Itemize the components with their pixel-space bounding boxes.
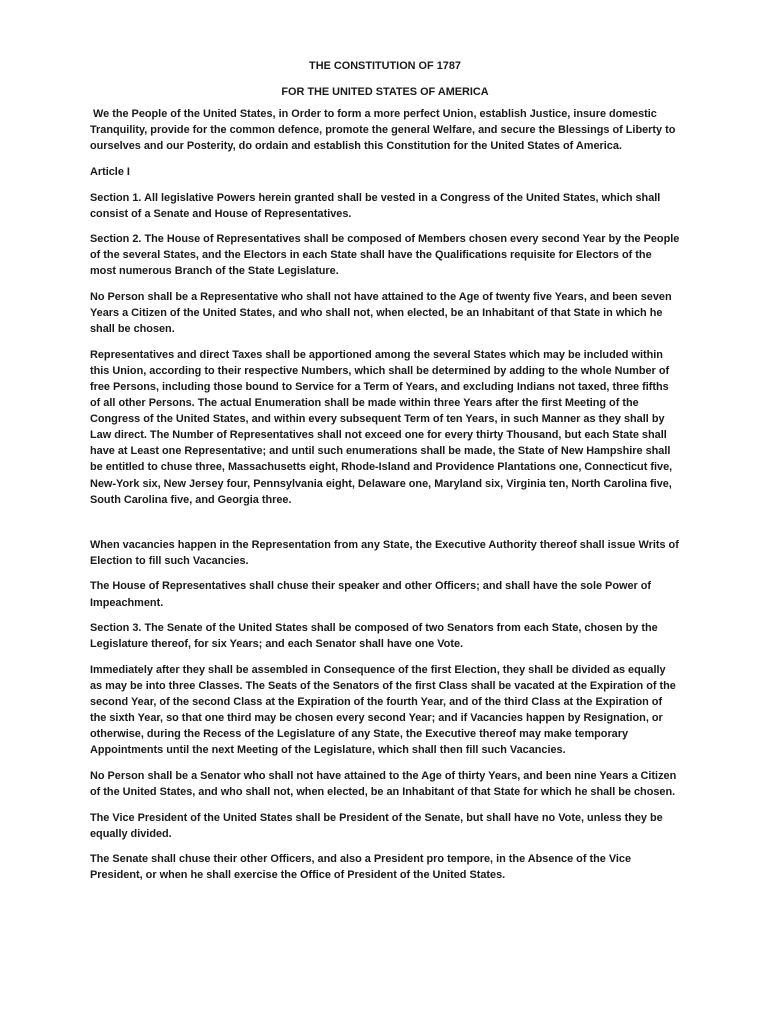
document-page [90,58,680,893]
paragraph-representative-qualifications: No Person shall be a Representative who shall not have attained to the Age of twenty five Years, and been seven Years a Citizen of the United States, and who shall not, when elected, be an Inhabitant of that State in which he shall be chosen. [90,291,672,336]
paragraph-senate-officers: The Senate shall chuse their other Officers, and also a President pro tempore, in the Absence of the Vice President, or when he shall exercise the Office of President of the United States. [90,853,632,882]
section-1 [90,190,680,222]
paragraph-senator-qualifications: No Person shall be a Senator who shall not have attained to the Age of thirty Years, and been nine Years a Citizen of the United States, and who shall not, when elected, be an Inhabitant of that State for which he shall be chosen. [90,769,677,798]
section-1-text: All legislative Powers herein granted shall be vested in a Congress of the United States, which shall consist of a Senate and House of Representatives. [90,191,661,220]
paragraph-speaker: The House of Representatives shall chuse their speaker and other Officers; and shall have the sole Power of Impeachment. [90,580,652,609]
paragraph-vacancies: When vacancies happen in the Representation from any State, the Executive Authority thereof shall issue Writs of Election to fill such Vacancies. [90,538,679,567]
section-3 [90,620,680,652]
section-2-text: The House of Representatives shall be composed of Members chosen every second Year by the People of the several States, and the Electors in each State shall have the Qualifications requisite for Electors of the most numerous Branch of the State Legislature. [90,233,680,278]
section-2 [90,231,680,279]
section-3-text: The Senate of the United States shall be composed of two Senators from each State, chosen by the Legislature thereof, for six Years; and each Senator shall have one Vote. [90,622,658,651]
preamble: We the People of the United States, in Order to form a more perfect Union, establish Justice, insure domestic Tranquility, provide for the common defence, promote the general Welfare, and secure the Blessings of Liberty to ourselves and our Posterity, do ordain and establish this Constitution for the United States of America. [90,108,679,153]
paragraph-senate-classes: Immediately after they shall be assembled in Consequence of the first Election, they shall be divided as equally as may be into three Classes. The Seats of the Senators of the first Class shall be vacated at the Expiration of the second Year, of the second Class at the Expiration of the fourth Year, and of the third Class at the Expiration of the sixth Year, so that one third may be chosen every second Year; and if Vacancies happen by Resignation, or otherwise, during the Recess of the Legislature of any State, the Executive thereof may make temporary Appointments until the next Meeting of the Legislature, which shall then fill such Vacancies. [90,663,676,757]
document-subtitle: FOR THE UNITED STATES OF AMERICA [281,86,489,99]
article-heading: Article I [90,165,130,178]
paragraph-vice-president: The Vice President of the United States shall be President of the Senate, but shall have no Vote, unless they be equally divided. [90,811,663,840]
section-2-label: Section 2. [90,233,142,246]
document-title: THE CONSTITUTION OF 1787 [309,60,461,72]
section-3-label: Section 3. [90,622,142,635]
paragraph-apportionment: Representatives and direct Taxes shall be apportioned among the several States which may be included within this Union, according to their respective Numbers, which shall be determined by adding to the whole Number of free Persons, including those bound to Service for a Term of Years, and excluding Indians not taxed, three fifths of all other Persons. The actual Enumeration shall be made within three Years after the first Meeting of the Congress of the United States, and within every subsequent Term of ten Years, in such Manner as they shall by Law direct. The Number of Representatives shall not exceed one for every thirty Thousand, but each State shall have at Least one Representative; and until such enumerations shall be made, the State of New Hampshire shall be entitled to chuse three, Massachusetts eight, Rhode-Island and Providence Plantations one, Connecticut five, New-York six, New Jersey four, Pennsylvania eight, Delaware one, Maryland six, Virginia ten, North Carolina five, South Carolina five, and Georgia three. [90,348,673,506]
section-1-label: Section 1. [90,191,142,204]
